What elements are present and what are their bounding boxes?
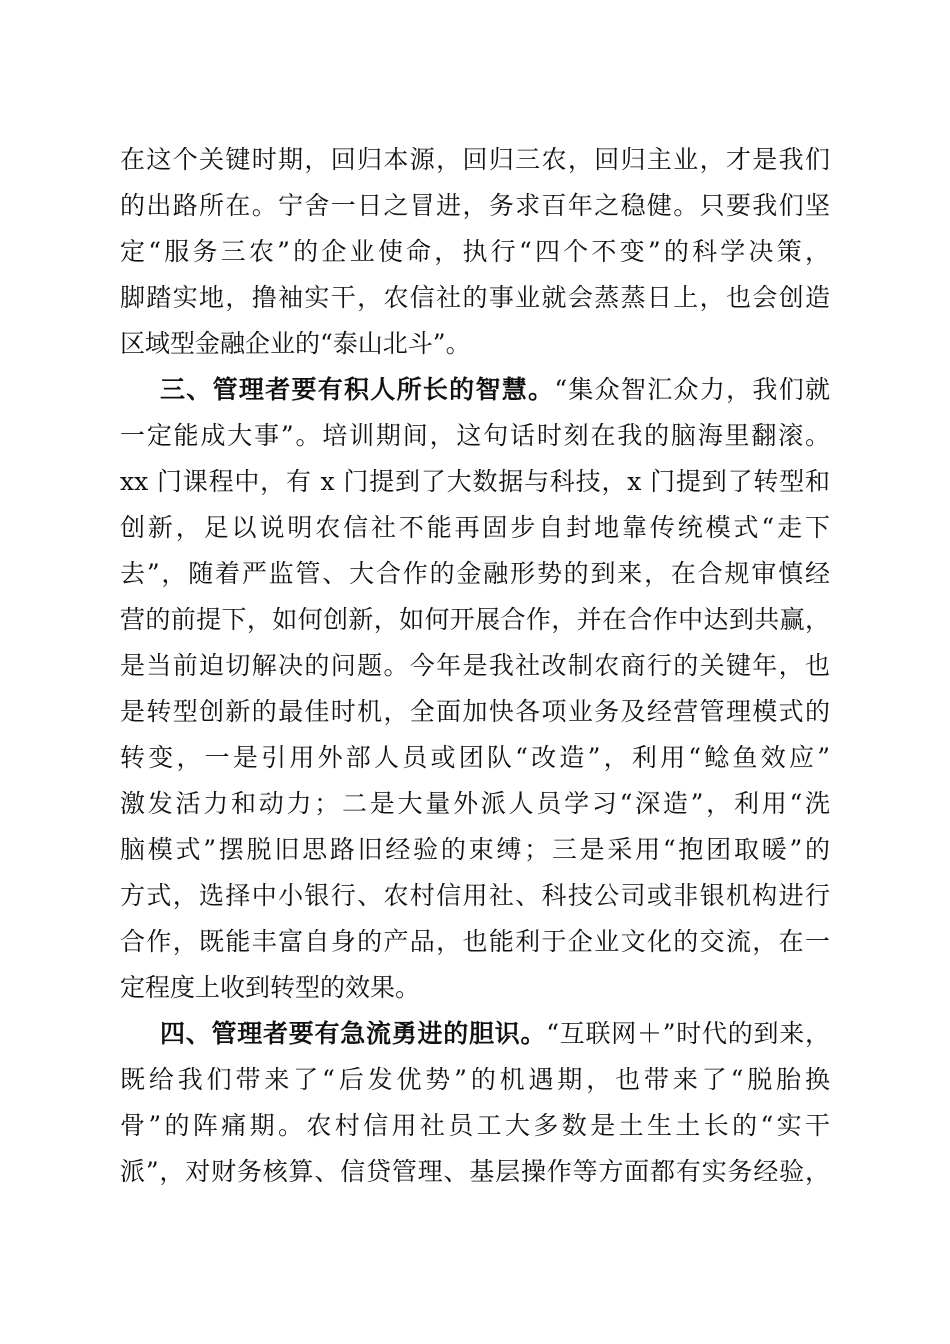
text-line: 创新，足以说明农信社不能再固步自封地靠传统模式“走下 bbox=[120, 513, 830, 542]
text-line: 转变，一是引用外部人员或团队“改造”，利用“鲶鱼效应” bbox=[120, 743, 830, 772]
text-line: 派”，对财务核算、信贷管理、基层操作等方面都有实务经验， bbox=[120, 1157, 830, 1186]
section-4-first-line-text: “互联网＋”时代的到来， bbox=[546, 1019, 830, 1048]
text-line: 脑模式”摆脱旧思路旧经验的束缚；三是采用“抱团取暖”的 bbox=[120, 835, 830, 864]
text-line: 区域型金融企业的“泰山北斗”。 bbox=[120, 329, 471, 358]
text-line: 定程度上收到转型的效果。 bbox=[120, 973, 421, 1002]
text-line: 既给我们带来了“后发优势”的机遇期，也带来了“脱胎换 bbox=[120, 1065, 830, 1094]
text-line: 在这个关键时期，回归本源，回归三农，回归主业，才是我们 bbox=[120, 145, 830, 174]
text-line: 激发活力和动力；二是大量外派人员学习“深造”，利用“洗 bbox=[120, 789, 830, 818]
text-line: 定“服务三农”的企业使命，执行“四个不变”的科学决策， bbox=[120, 237, 830, 266]
section-4-heading: 四、管理者要有急流勇进的胆识。 bbox=[160, 1019, 547, 1048]
section-3-heading: 三、管理者要有积人所长的智慧。 bbox=[160, 375, 555, 404]
text-line: 营的前提下，如何创新，如何开展合作，并在合作中达到共赢， bbox=[120, 605, 830, 634]
text-line: 脚踏实地，撸袖实干，农信社的事业就会蒸蒸日上，也会创造 bbox=[120, 283, 830, 312]
section-3-paragraph bbox=[120, 367, 830, 1011]
section-heading-line bbox=[120, 1011, 830, 1057]
text-line: 骨”的阵痛期。农村信用社员工大多数是土生土长的“实干 bbox=[120, 1111, 830, 1140]
section-3-first-line-text: “集众智汇众力，我们就 bbox=[554, 375, 830, 404]
section-4-paragraph bbox=[120, 1011, 830, 1195]
text-line: 方式，选择中小银行、农村信用社、科技公司或非银机构进行 bbox=[120, 881, 830, 910]
text-line: 是当前迫切解决的问题。今年是我社改制农商行的关键年，也 bbox=[120, 651, 830, 680]
text-line: 的出路所在。宁舍一日之冒进，务求百年之稳健。只要我们坚 bbox=[120, 191, 830, 220]
section-heading-line bbox=[120, 367, 830, 413]
text-line: 一定能成大事”。培训期间，这句话时刻在我的脑海里翻滚。 bbox=[120, 421, 830, 450]
text-line: 合作，既能丰富自身的产品，也能利于企业文化的交流，在一 bbox=[120, 927, 830, 956]
text-line: 去”，随着严监管、大合作的金融形势的到来，在合规审慎经 bbox=[120, 559, 830, 588]
document-body bbox=[120, 137, 830, 1195]
text-line: xx 门课程中，有 x 门提到了大数据与科技，x 门提到了转型和 bbox=[120, 467, 830, 496]
intro-paragraph bbox=[120, 137, 830, 367]
text-line: 是转型创新的最佳时机，全面加快各项业务及经营管理模式的 bbox=[120, 697, 830, 726]
